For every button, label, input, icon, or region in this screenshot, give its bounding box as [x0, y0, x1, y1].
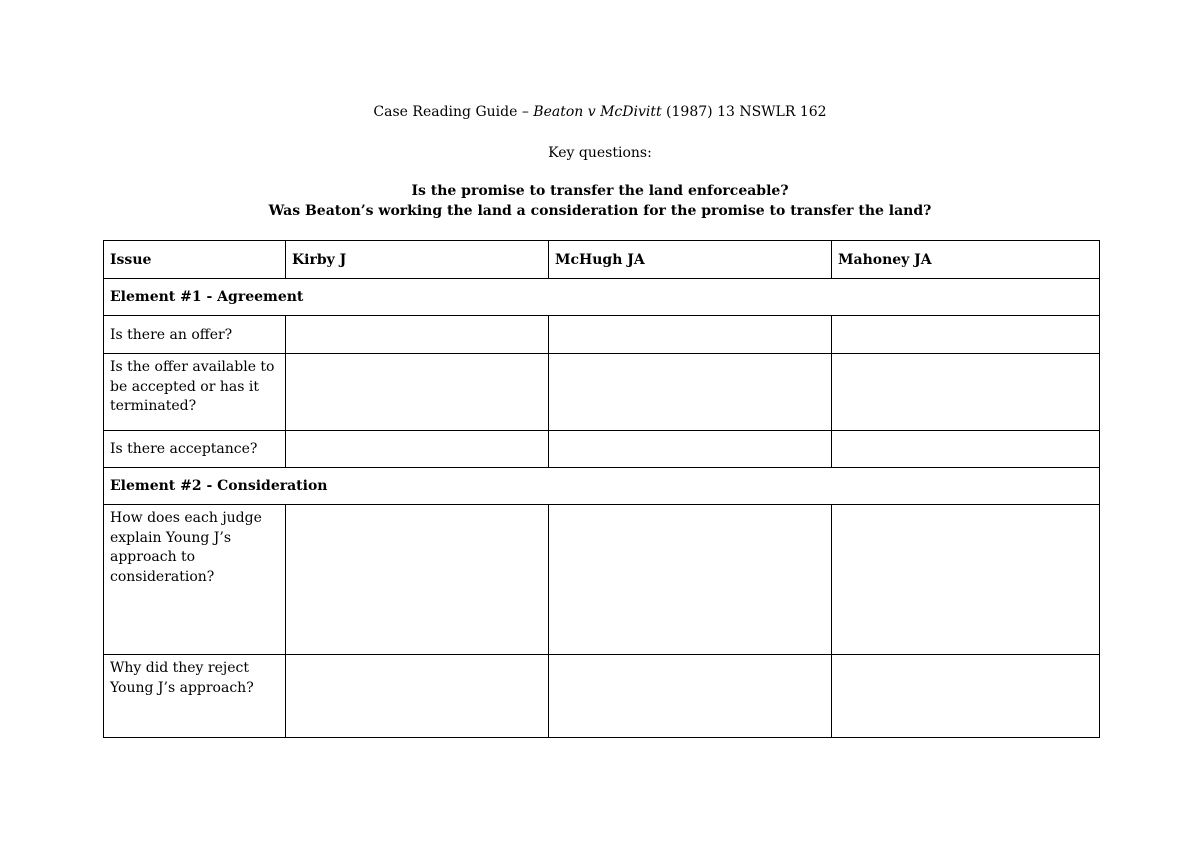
table-row — [104, 354, 1100, 431]
answer-cell-kirby[interactable] — [286, 431, 549, 468]
question-acceptance: Is there acceptance? — [104, 431, 286, 468]
case-reading-table — [103, 240, 1100, 738]
element-1-label: Element #1 - Agreement — [104, 279, 1100, 316]
table-header-row — [104, 241, 1100, 279]
question-offer: Is there an offer? — [104, 316, 286, 354]
answer-cell-mahoney[interactable] — [832, 431, 1100, 468]
answer-cell-mahoney[interactable] — [832, 655, 1100, 738]
header-mahoney: Mahoney JA — [832, 241, 1100, 279]
answer-cell-mchugh[interactable] — [549, 316, 832, 354]
header-issue: Issue — [104, 241, 286, 279]
answer-cell-kirby[interactable] — [286, 655, 549, 738]
answer-cell-mahoney[interactable] — [832, 505, 1100, 655]
key-questions-label: Key questions: — [548, 145, 652, 161]
element-2-label: Element #2 - Consideration — [104, 468, 1100, 505]
case-name: Beaton v McDivitt — [533, 104, 662, 120]
answer-cell-mchugh[interactable] — [549, 431, 832, 468]
answer-cell-kirby[interactable] — [286, 505, 549, 655]
title-prefix: Case Reading Guide – — [373, 104, 534, 120]
header-kirby: Kirby J — [286, 241, 549, 279]
answer-cell-kirby[interactable] — [286, 354, 549, 431]
answer-cell-mchugh[interactable] — [549, 505, 832, 655]
document-title — [0, 104, 1200, 120]
answer-cell-mahoney[interactable] — [832, 354, 1100, 431]
element-row-consideration — [104, 468, 1100, 505]
key-question-2: Was Beaton’s working the land a consideration for the promise to transfer the land? — [268, 203, 932, 219]
answer-cell-mchugh[interactable] — [549, 655, 832, 738]
answer-cell-kirby[interactable] — [286, 316, 549, 354]
element-row-agreement — [104, 279, 1100, 316]
key-question-1: Is the promise to transfer the land enforceable? — [411, 183, 789, 199]
case-citation: (1987) 13 NSWLR 162 — [661, 104, 827, 120]
answer-cell-mahoney[interactable] — [832, 316, 1100, 354]
table-row — [104, 316, 1100, 354]
question-offer-available: Is the offer available to be accepted or has it terminated? — [104, 354, 286, 431]
table-row — [104, 431, 1100, 468]
header-mchugh: McHugh JA — [549, 241, 832, 279]
question-explain-approach: How does each judge explain Young J’s approach to consideration? — [104, 505, 286, 655]
question-reject-approach: Why did they reject Young J’s approach? — [104, 655, 286, 738]
table-row — [104, 505, 1100, 655]
table-row — [104, 655, 1100, 738]
answer-cell-mchugh[interactable] — [549, 354, 832, 431]
